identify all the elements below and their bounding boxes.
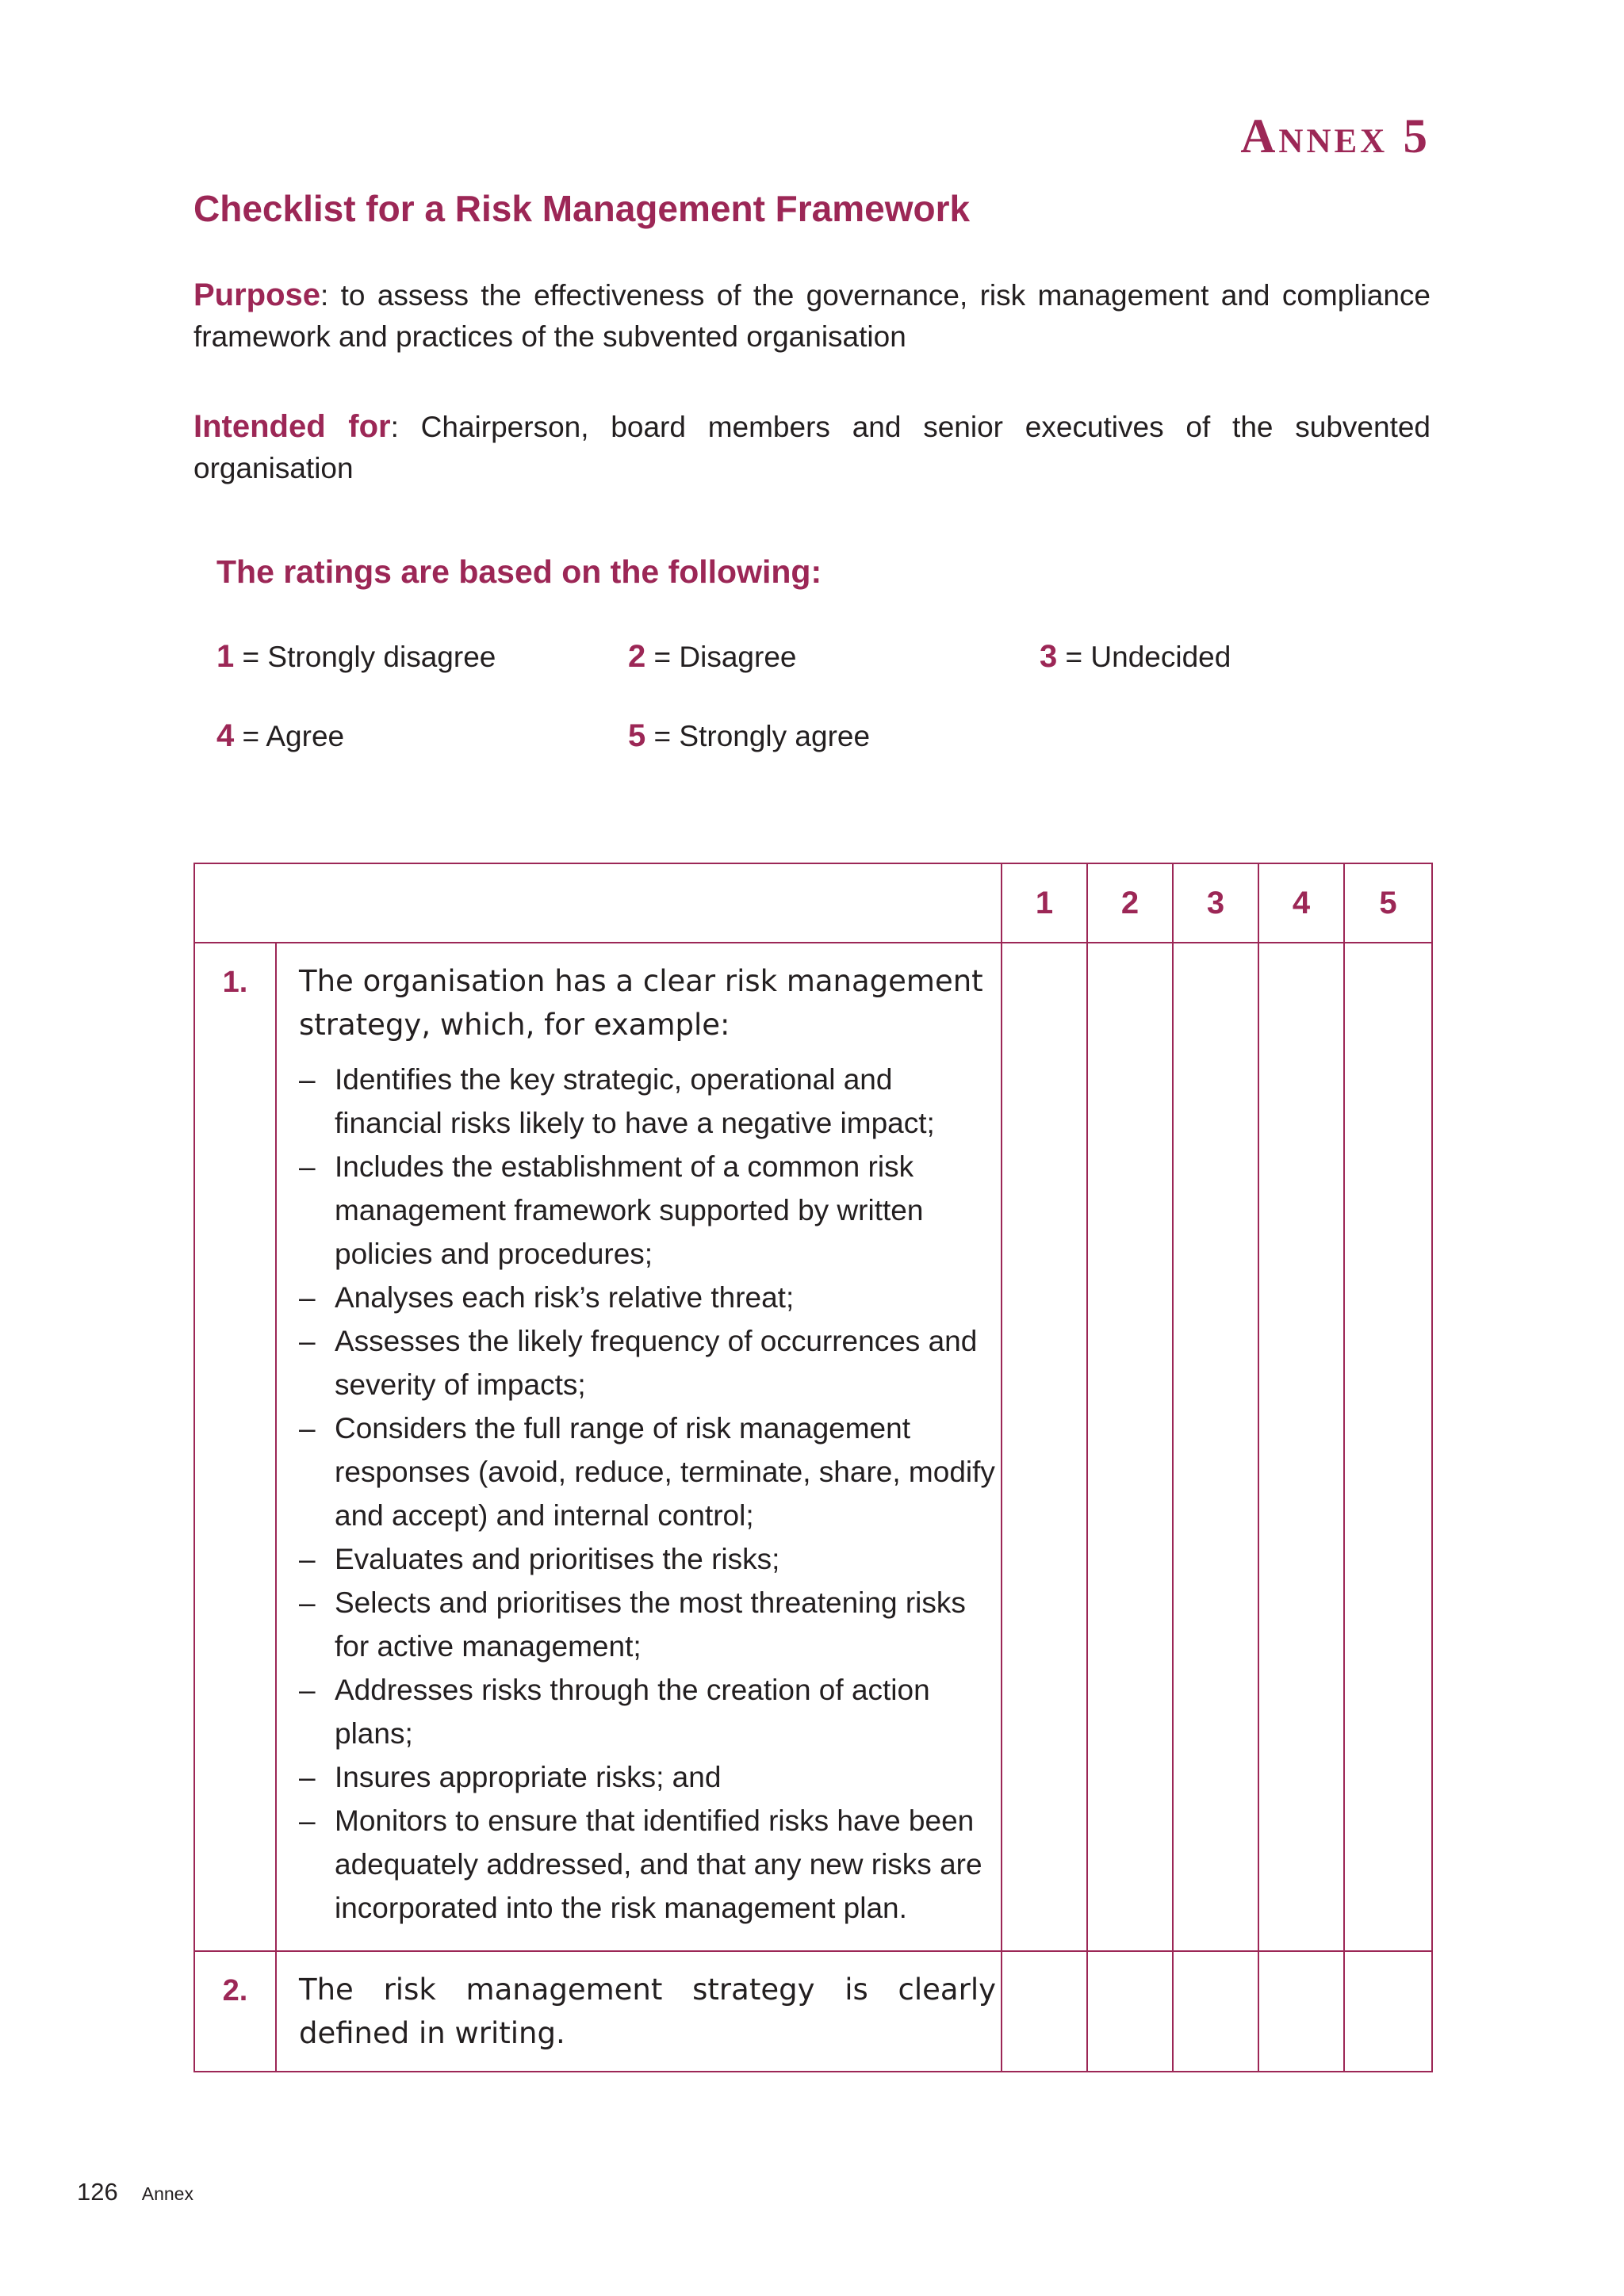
table-row (194, 943, 1432, 1951)
item-statement: The organisation has a clear risk management strategy, which, for example: (299, 964, 983, 1042)
ratings-heading: The ratings are based on the following: (216, 553, 822, 590)
rating-label: = Agree (234, 720, 345, 752)
rating-label: = Strongly disagree (234, 641, 496, 673)
list-item: – Addresses risks through the creation of action plans; (299, 1674, 930, 1750)
rating-cell-3[interactable] (1173, 943, 1258, 1951)
rating-legend-1 (216, 637, 496, 677)
list-item: – Selects and prioritises the most threatening risks for active management; (299, 1586, 966, 1663)
item-bullet-list (299, 1058, 996, 1930)
table-row (194, 1951, 1432, 2072)
item-number: 2. (194, 1951, 276, 2072)
bullet-text: Considers the full range of risk management responses (avoid, reduce, terminate, share, modify and accept) and internal control; (335, 1412, 995, 1532)
rating-cell-1[interactable] (1002, 943, 1087, 1951)
rating-label: = Undecided (1057, 641, 1231, 673)
list-item: – Considers the full range of risk management responses (avoid, reduce, terminate, share, modify and accept) and internal control; (299, 1412, 995, 1532)
rating-label: = Disagree (645, 641, 797, 673)
rating-column-header: 1 (1002, 863, 1087, 943)
bullet-text: Addresses risks through the creation of action plans; (335, 1674, 930, 1750)
rating-cell-4[interactable] (1258, 943, 1344, 1951)
rating-column-header: 3 (1173, 863, 1258, 943)
list-item: – Monitors to ensure that identified risks have been adequately addressed, and that any new risks are incorporated into the risk management plan. (299, 1804, 982, 1924)
rating-cell-3[interactable] (1173, 1951, 1258, 2072)
rating-column-header: 5 (1344, 863, 1432, 943)
bullet-text: Monitors to ensure that identified risks have been adequately addressed, and that any new risks are incorporated into the risk management plan. (335, 1804, 982, 1924)
bullet-text: Evaluates and prioritises the risks; (335, 1543, 780, 1575)
rating-cell-1[interactable] (1002, 1951, 1087, 2072)
purpose-text: : to assess the effectiveness of the governance, risk management and compliance framework and practices of the subvented organisation (193, 279, 1431, 353)
purpose-paragraph (193, 274, 1431, 358)
bullet-text: Assesses the likely frequency of occurrences and severity of impacts; (335, 1325, 978, 1401)
page-footer (77, 2178, 193, 2206)
rating-number: 1 (216, 639, 235, 674)
page-title: Checklist for a Risk Management Framework (193, 188, 971, 229)
header-blank-cell (194, 863, 1002, 943)
bullet-text: Selects and prioritises the most threatening risks for active management; (335, 1586, 966, 1663)
list-item: – Analyses each risk’s relative threat; (299, 1281, 795, 1314)
rating-legend-3 (1040, 637, 1231, 677)
page-number: 126 (77, 2178, 118, 2206)
bullet-text: Identifies the key strategic, operational and financial risks likely to have a negative impact; (335, 1063, 935, 1139)
intended-for-label: Intended for (193, 409, 391, 444)
annex-title: Annex 5 (1240, 110, 1431, 163)
rating-column-header: 2 (1087, 863, 1173, 943)
table-header-row (194, 863, 1432, 943)
item-number: 1. (194, 943, 276, 1951)
rating-label: = Strongly agree (645, 720, 871, 752)
list-item: – Evaluates and prioritises the risks; (299, 1543, 780, 1575)
rating-cell-2[interactable] (1087, 943, 1173, 1951)
rating-cell-2[interactable] (1087, 1951, 1173, 2072)
rating-cell-5[interactable] (1344, 943, 1432, 1951)
bullet-text: Insures appropriate risks; and (335, 1761, 722, 1793)
bullet-text: Analyses each risk’s relative threat; (335, 1281, 795, 1314)
list-item: – Identifies the key strategic, operational and financial risks likely to have a negative impact; (299, 1063, 935, 1139)
item-statement-cell (276, 943, 1002, 1951)
footer-section: Annex (141, 2183, 193, 2204)
checklist-table (193, 863, 1433, 2072)
rating-column-header: 4 (1258, 863, 1344, 943)
purpose-label: Purpose (193, 277, 321, 312)
rating-number: 3 (1040, 639, 1058, 674)
list-item: – Insures appropriate risks; and (299, 1761, 722, 1793)
list-item: – Includes the establishment of a common risk management framework supported by written policies and procedures; (299, 1150, 924, 1270)
item-statement: The risk management strategy is clearly defined in writing. (299, 1973, 996, 2050)
rating-cell-4[interactable] (1258, 1951, 1344, 2072)
intended-for-text: : Chairperson, board members and senior executives of the subvented organisation (193, 411, 1431, 484)
rating-cell-5[interactable] (1344, 1951, 1432, 2072)
rating-legend-4 (216, 716, 344, 756)
rating-number: 4 (216, 718, 235, 753)
item-statement-cell (276, 1951, 1002, 2072)
list-item: – Assesses the likely frequency of occurrences and severity of impacts; (299, 1325, 978, 1401)
rating-number: 2 (628, 639, 646, 674)
intended-for-paragraph (193, 406, 1431, 489)
rating-legend-2 (628, 637, 797, 677)
rating-number: 5 (628, 718, 646, 753)
rating-legend-5 (628, 716, 870, 756)
bullet-text: Includes the establishment of a common risk management framework supported by written policies and procedures; (335, 1150, 924, 1270)
